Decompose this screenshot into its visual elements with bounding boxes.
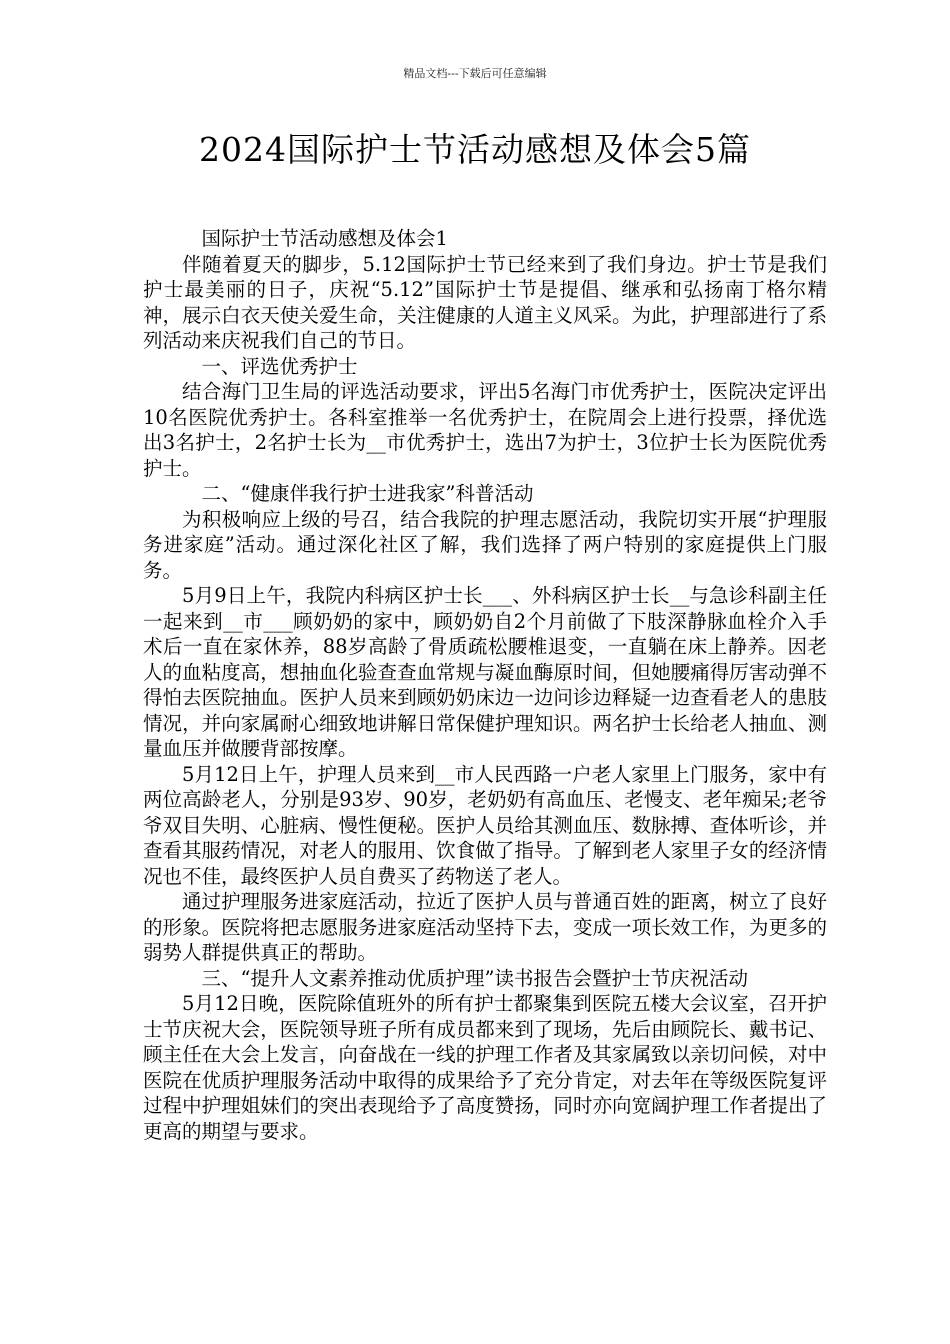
document-title: 2024国际护士节活动感想及体会5篇: [199, 130, 751, 169]
document-body: [143, 226, 827, 1144]
paragraph: 伴随着夏天的脚步，5.12国际护士节已经来到了我们身边。护士节是我们护士最美丽的日子，庆祝“5.12”国际护士节是提倡、继承和弘扬南丁格尔精神，展示白衣天使关爱生命，关注健康的人道主义风采。为此，护理部进行了系列活动来庆祝我们自己的节日。: [143, 252, 827, 352]
subsection-heading: 一、评选优秀护士: [201, 354, 358, 378]
subsection-heading: 三、“提升人文素养推动优质护理”读书报告会暨护士节庆祝活动: [201, 966, 748, 990]
paragraph: 5月12日上午，护理人员来到__市人民西路一户老人家里上门服务，家中有两位高龄老人，分别是93岁、90岁，老奶奶有高血压、老慢支、老年痴呆;老爷爷双目失明、心脏病、慢性便秘。医护人员给其测血压、数脉搏、查体听诊，并查看其服药情况，对老人的服用、饮食做了指导。了解到老人家里子女的经济情况也不佳，最终医护人员自费买了药物送了老人。: [143, 762, 827, 888]
paragraph: 通过护理服务进家庭活动，拉近了医护人员与普通百姓的距离，树立了良好的形象。医院将把志愿服务进家庭活动坚持下去，变成一项长效工作，为更多的弱势人群提供真正的帮助。: [143, 890, 827, 964]
paragraph: 结合海门卫生局的评选活动要求，评出5名海门市优秀护士，医院决定评出10名医院优秀护士。各科室推举一名优秀护士，在院周会上进行投票，择优选出3名护士，2名护士长为__市优秀护士，选出7为护士，3位护士长为医院优秀护士。: [143, 380, 827, 480]
paragraph: 5月12日晚，医院除值班外的所有护士都聚集到医院五楼大会议室，召开护士节庆祝大会，医院领导班子所有成员都来到了现场，先后由顾院长、戴书记、顾主任在大会上发言，向奋战在一线的护理工作者及其家属致以亲切问候，对中医院在优质护理服务活动中取得的成果给予了充分肯定，对去年在等级医院复评过程中护理姐妹们的突出表现给予了高度赞扬，同时亦向宽阔护理工作者提出了更高的期望与要求。: [143, 992, 827, 1143]
paragraph: 为积极响应上级的号召，结合我院的护理志愿活动，我院切实开展“护理服务进家庭”活动。通过深化社区了解，我们选择了两户特别的家庭提供上门服务。: [143, 507, 827, 582]
header-note: 精品文档---下载后可任意编辑: [403, 67, 547, 80]
subsection-heading: 二、“健康伴我行护士进我家”科普活动: [201, 482, 534, 505]
section-heading: 国际护士节活动感想及体会1: [201, 227, 448, 250]
paragraph: 5月9日上午，我院内科病区护士长___、外科病区护士长__与急诊科副主任一起来到__市___顾奶奶的家中，顾奶奶自2个月前做了下肢深静脉血栓介入手术后一直在家休养，88岁高龄了骨质疏松腰椎退变，一直躺在床上静养。因老人的血粘度高，想抽血化验查查血常规与凝血酶原时间，但她腰痛得厉害动弹不得怕去医院抽血。医护人员来到顾奶奶床边一边问诊边释疑一边查看老人的患肢情况，并向家属耐心细致地讲解日常保健护理知识。两名护士长给老人抽血、测量血压并做腰背部按摩。: [143, 584, 827, 760]
